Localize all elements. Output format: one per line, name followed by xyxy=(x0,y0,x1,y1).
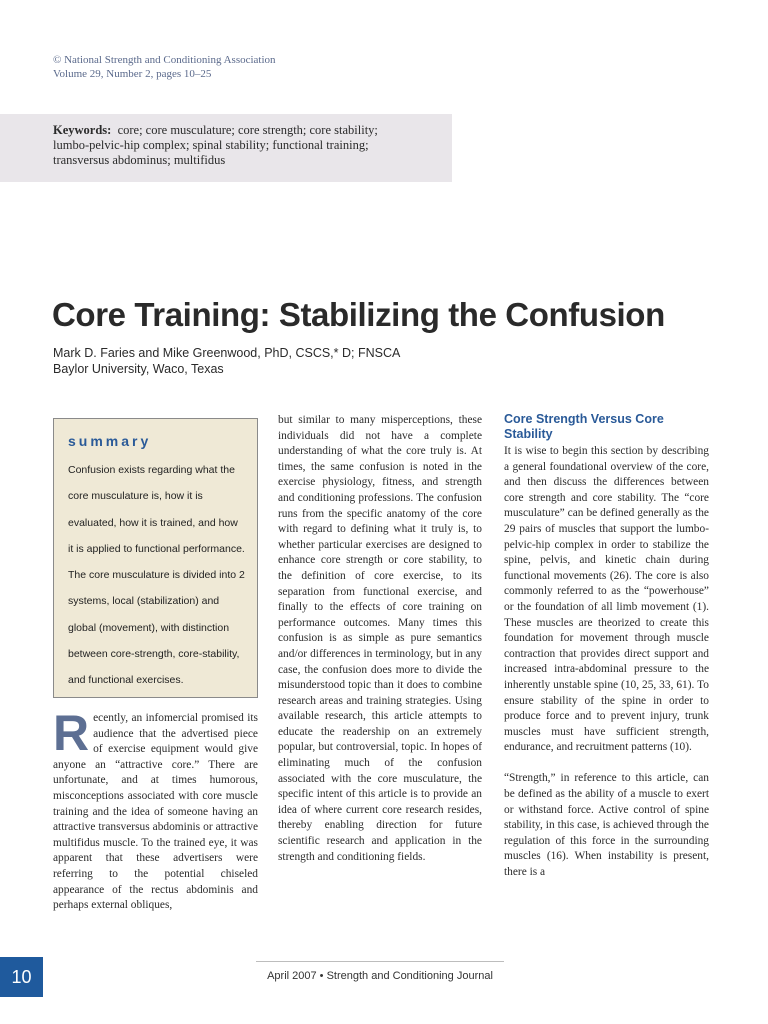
body-paragraph-intro: ecently, an infomercial promised its audience that the advertised piece of exercise equipment would give anyone an “attractive core.” There are unfortunate, and at times humorous, misconceptions associated with core muscle training and the idea of someone having an attractive transversus abdominis or attractive multifidus muscle. To the trained eye, it was apparent that these advertisers were referring to the potential chiseled appearance of the rectus abdominis and perhaps external obliques, xyxy=(53,712,258,912)
body-column-3 xyxy=(504,412,709,932)
paragraph-gap xyxy=(504,756,709,772)
footer-divider xyxy=(256,961,504,962)
article-title: Core Training: Stabilizing the Confusion xyxy=(52,296,665,333)
section-paragraph-2: “Strength,” in reference to this article, can be defined as the ability of a muscle to exert or withstand force. Active control of spine stability, in this case, is achieved through the regulation of this force in the surrounding muscles (16). When instability is present, there is a xyxy=(504,772,709,879)
body-column-1 xyxy=(53,711,258,931)
footer-journal-info: April 2007 • Strength and Conditioning Journal xyxy=(267,970,493,982)
section-paragraph-1: It is wise to begin this section by describing a general foundational overview of the core, and then discuss the differences between core strength and core stability. The “core musculature” can be defined generally as the 29 pairs of muscles that support the lumbo-pelvic-hip complex in order to stabilize the spine, pelvis, and kinetic chain during functional movements (26). The core is also commonly referred to as the “powerhouse” or the foundation of all limb movement (1). These muscles are theorized to create this foundation for movement through muscle contraction that provides direct support and increased intra-abdominal pressure to the inherently unstable spine (10, 25, 33, 61). To ensure stability of the spine in order to produce force and to prevent injury, trunk muscles must have sufficient strength, endurance, and recruitment patterns (10). xyxy=(504,445,709,754)
volume-line: Volume 29, Number 2, pages 10–25 xyxy=(53,68,212,80)
affiliation: Baylor University, Waco, Texas xyxy=(53,361,224,376)
keywords-terms: core; core musculature; core strength; core stability; xyxy=(117,123,378,137)
section-heading: Core Strength Versus Core Stability xyxy=(504,412,664,441)
body-paragraph-continued: but similar to many misperceptions, these individuals did not have a complete understanding of what the core truly is. At times, the same confusion is noted in the exercise physiology, fitness, and strength and conditioning professions. The confusion runs from the specific anatomy of the core with regard to defining what it truly is, to whether particular exercises are designed to enhance core strength or core stability, to the definition of core exercise, to its separation from functional exercise, and finally to the effects of core training on performance outcomes. Many times this confusion is as simple as pure semantics and/or differences in terminology, but in any case, the confusion does more to divide the misunderstood topic than it does to combine research areas and training strategies. Using available research, this article attempts to educate the readership on an extremely popular, but controversial, topic. In hopes of eliminating much of the confusion associated with the core musculature, the specific intent of this article is to provide an idea of where current core research resides, thereby enabling direction for future scientific research and application in the strength and conditioning fields. xyxy=(278,414,482,863)
journal-header xyxy=(53,53,276,81)
summary-title: summary xyxy=(68,433,152,449)
summary-text: Confusion exists regarding what the core musculature is, how it is evaluated, how it is trained, and how it is applied to functional performance. The core musculature is divided into 2 systems, local (stabilization) and global (movement), with distinction between core-strength, core-stability, and functional exercises. xyxy=(68,464,245,687)
keywords-terms-line2: lumbo-pelvic-hip complex; spinal stability; functional training; xyxy=(53,138,369,152)
page-number: 10 xyxy=(0,957,43,997)
summary-box xyxy=(53,418,258,698)
keywords-label: Keywords: xyxy=(53,123,112,137)
copyright-line: © National Strength and Conditioning Association xyxy=(53,54,276,66)
keywords-terms-line3: transversus abdominus; multifidus xyxy=(53,153,226,167)
body-column-2 xyxy=(278,413,482,933)
author-block xyxy=(53,346,400,377)
keywords-box xyxy=(0,114,452,182)
authors: Mark D. Faries and Mike Greenwood, PhD, CSCS,* D; FNSCA xyxy=(53,346,401,360)
drop-cap: R xyxy=(53,711,90,761)
